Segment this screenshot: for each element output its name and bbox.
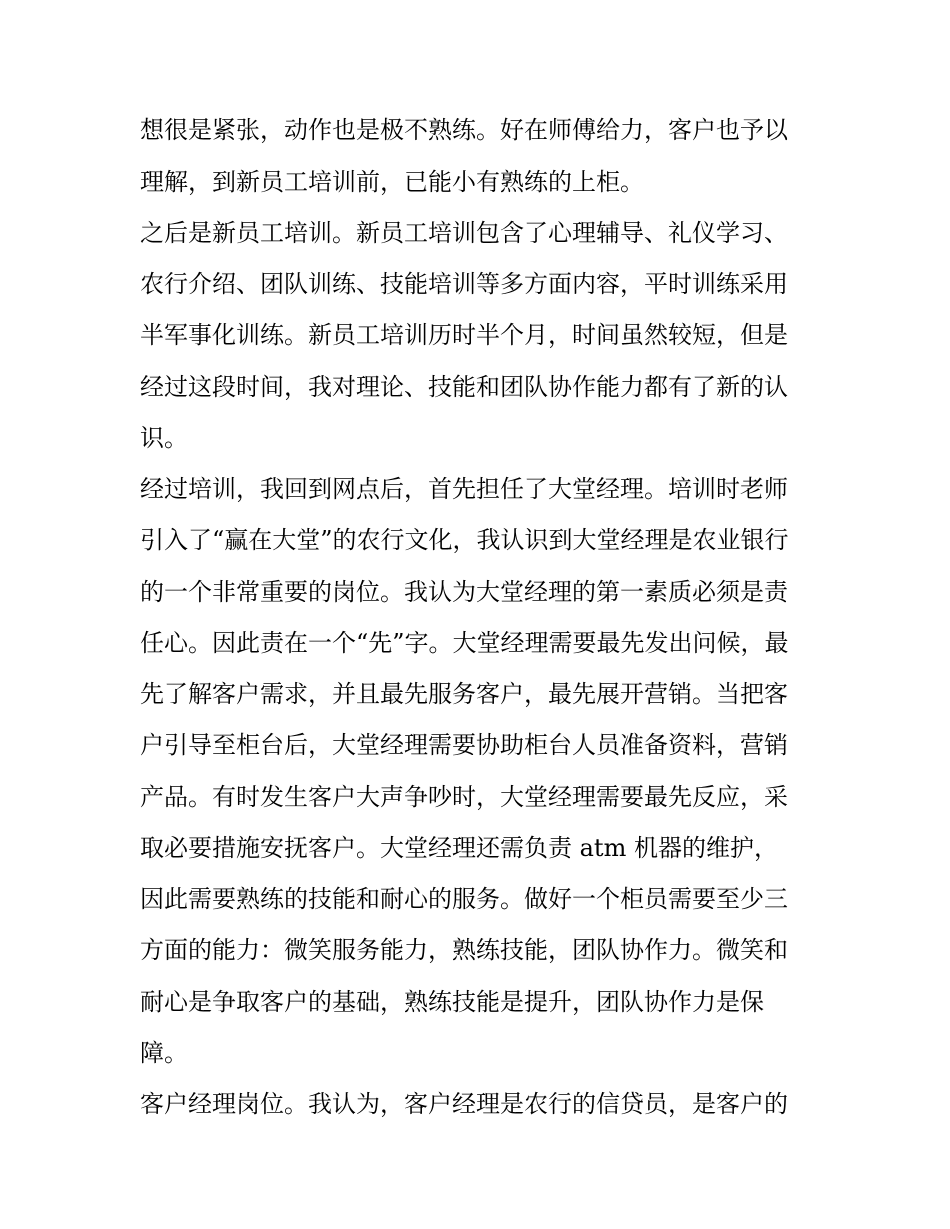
text-line: 障。 bbox=[140, 1039, 188, 1067]
text-line: 方面的能力：微笑服务能力，熟练技能，团队协作力。微笑和 bbox=[140, 936, 788, 964]
text-line: 之后是新员工培训。新员工培训包含了心理辅导、礼仪学习、 bbox=[140, 219, 788, 247]
text-line: 客户经理岗位。我认为，客户经理是农行的信贷员，是客户的 bbox=[140, 1090, 788, 1118]
text-line: 想很是紧张，动作也是极不熟练。好在师傅给力，客户也予以 bbox=[140, 116, 788, 144]
text-line: 产品。有时发生客户大声争吵时，大堂经理需要最先反应，采 bbox=[140, 783, 788, 811]
text-line: 农行介绍、团队训练、技能培训等多方面内容，平时训练采用 bbox=[140, 270, 788, 298]
text-line: 的一个非常重要的岗位。我认为大堂经理的第一素质必须是责 bbox=[140, 578, 788, 606]
text-line: 识。 bbox=[140, 424, 188, 452]
text-line: 任心。因此责在一个“先”字。大堂经理需要最先发出问候，最 bbox=[140, 629, 789, 657]
text-line: 理解，到新员工培训前，已能小有熟练的上柜。 bbox=[140, 168, 644, 196]
text-line: 引入了“赢在大堂”的农行文化，我认识到大堂经理是农业银行 bbox=[140, 526, 789, 554]
text-line: 取必要措施安抚客户。大堂经理还需负责 atm 机器的维护， bbox=[140, 834, 778, 862]
text-line: 因此需要熟练的技能和耐心的服务。做好一个柜员需要至少三 bbox=[140, 885, 788, 913]
text-line: 经过培训，我回到网点后，首先担任了大堂经理。培训时老师 bbox=[140, 475, 788, 503]
text-line: 经过这段时间，我对理论、技能和团队协作能力都有了新的认 bbox=[140, 373, 788, 401]
text-line: 户引导至柜台后，大堂经理需要协助柜台人员准备资料，营销 bbox=[140, 731, 788, 759]
text-line: 半军事化训练。新员工培训历时半个月，时间虽然较短，但是 bbox=[140, 321, 788, 349]
text-line: 耐心是争取客户的基础，熟练技能是提升，团队协作力是保 bbox=[140, 988, 764, 1016]
text-line: 先了解客户需求，并且最先服务客户，最先展开营销。当把客 bbox=[140, 680, 788, 708]
